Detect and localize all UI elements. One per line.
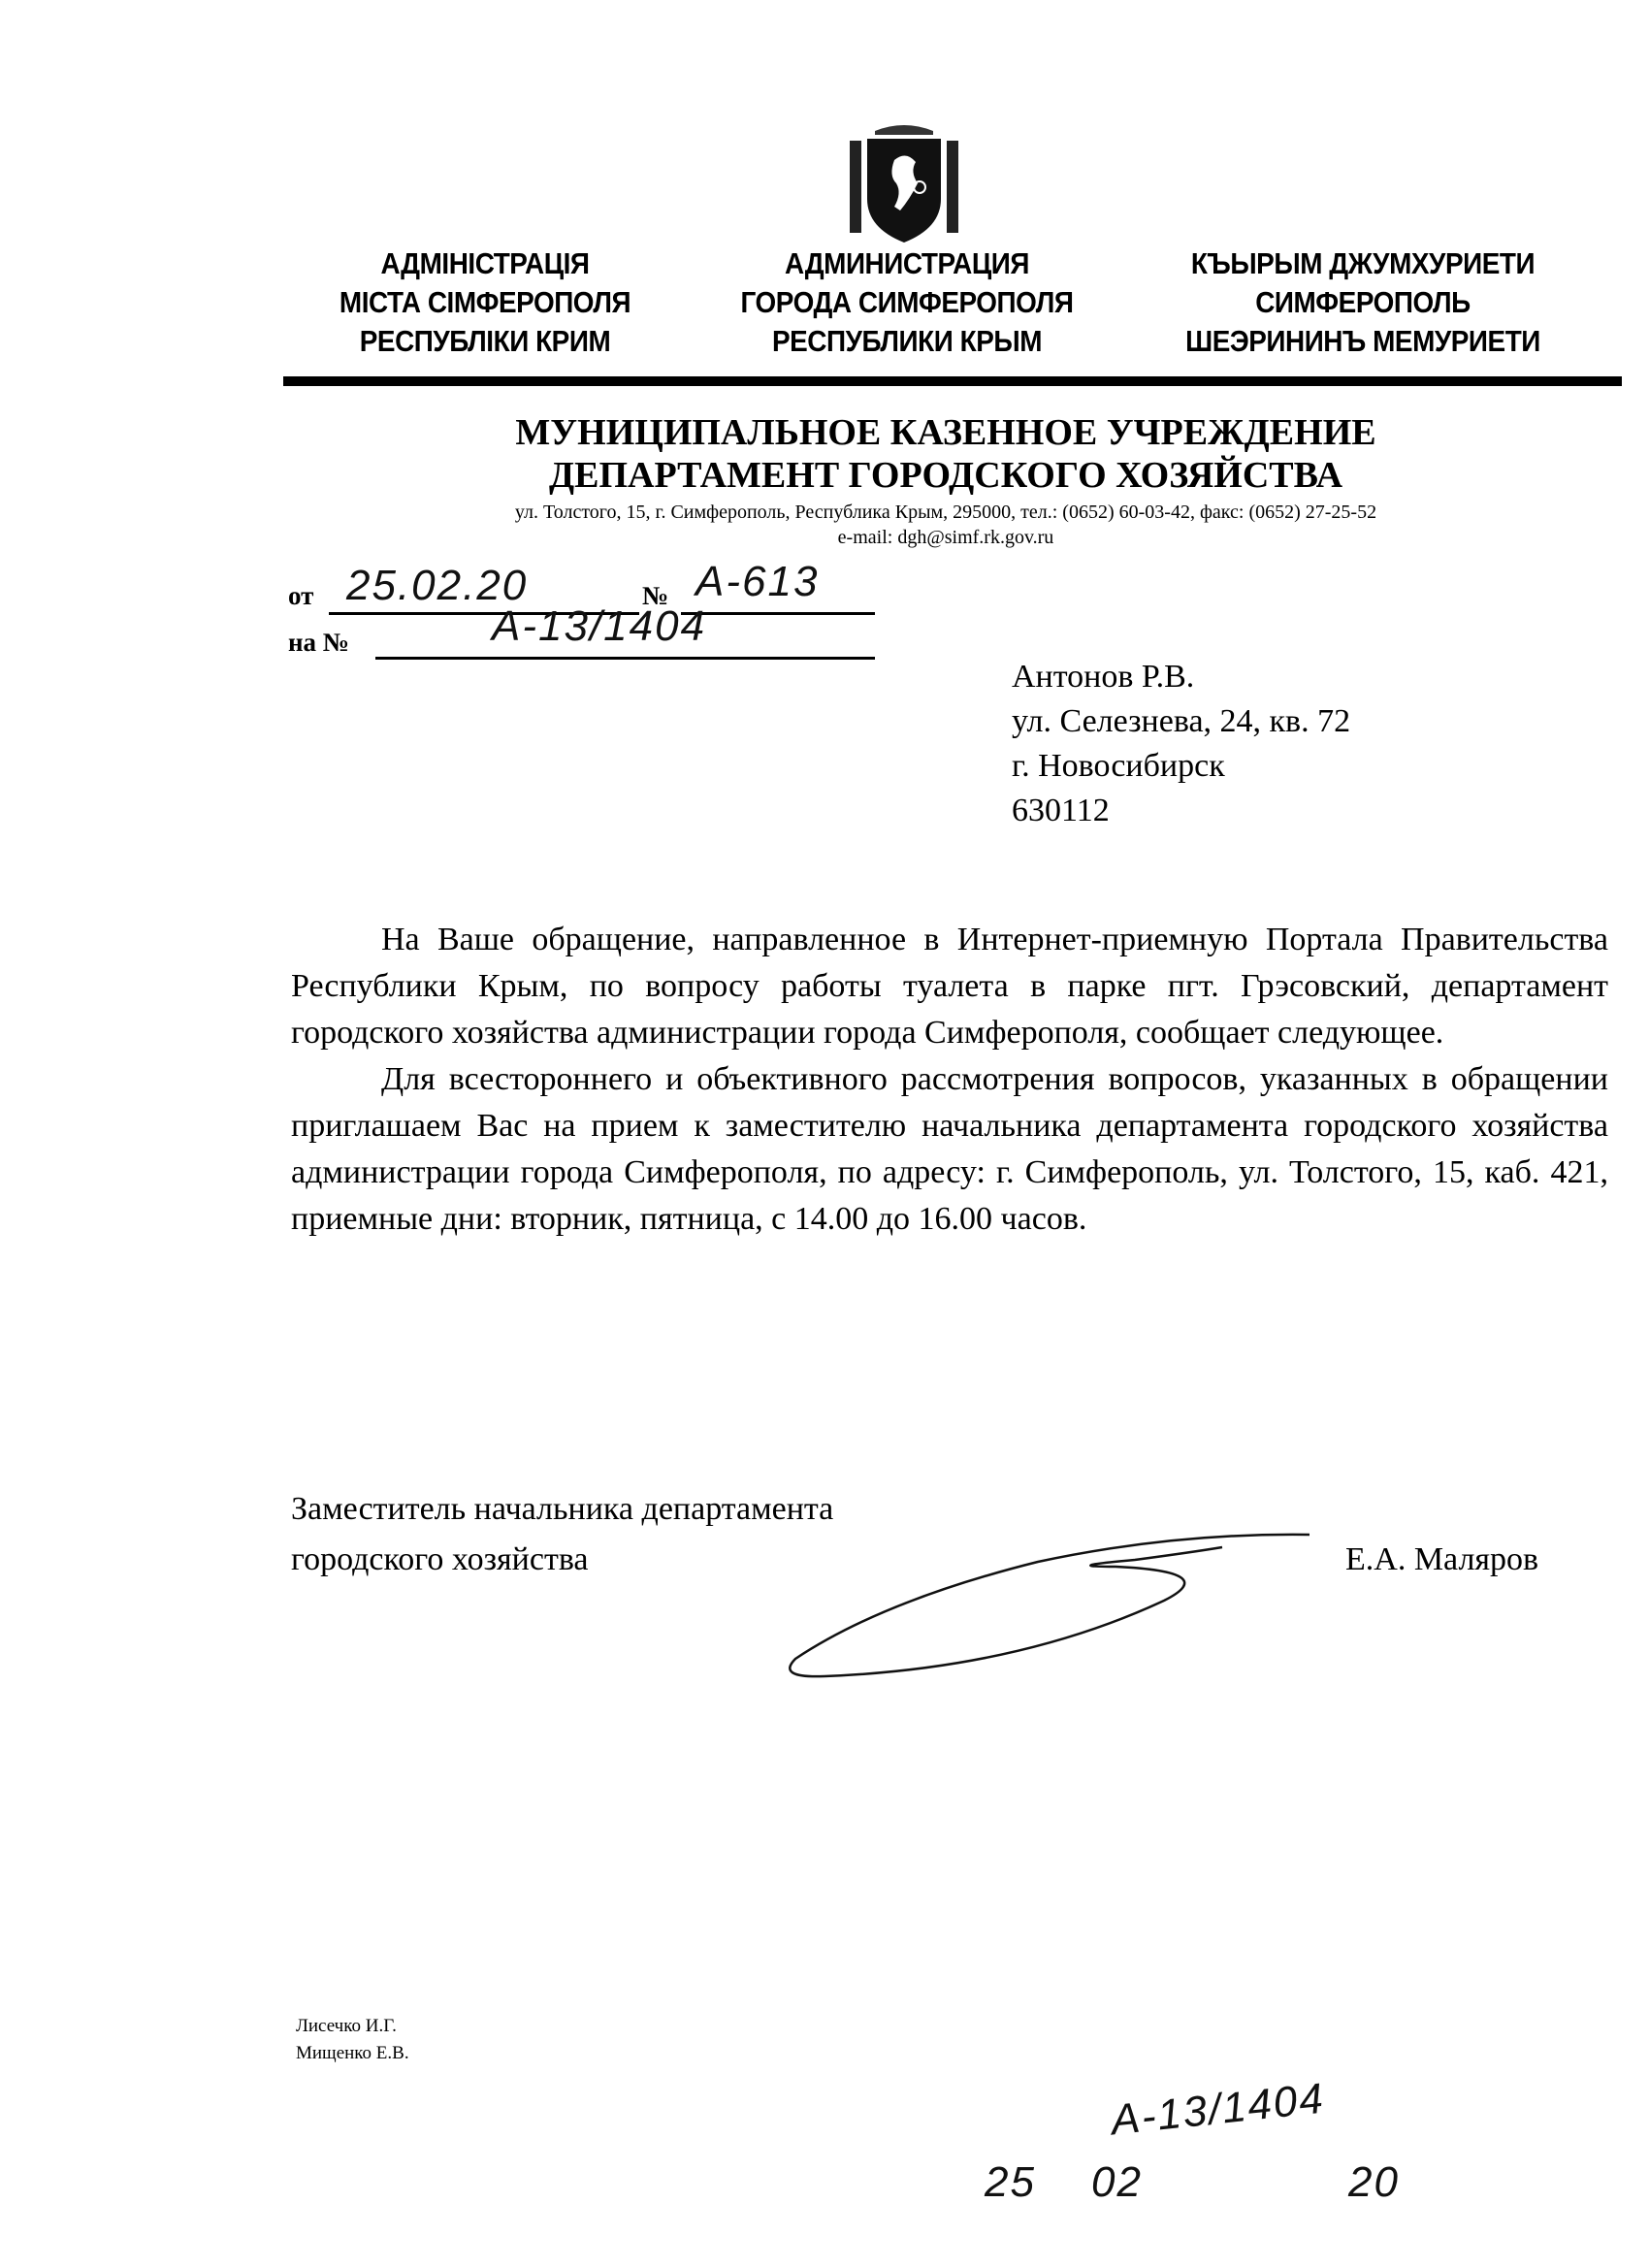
number-label: № bbox=[642, 581, 669, 610]
recipient-city: г. Новосибирск bbox=[1012, 748, 1225, 784]
letterhead-crimean-tatar bbox=[1158, 244, 1568, 361]
institution-address: ул. Толстого, 15, г. Симферополь, Республика Крым, 295000, тел.: (0652) 60-03-42, факс: (0652) 27-25-52 bbox=[514, 502, 1377, 523]
reply-label: на № bbox=[288, 628, 349, 657]
header-line: РЕСПУБЛІКИ КРИМ bbox=[359, 324, 611, 358]
header-line: СИМФЕРОПОЛЬ bbox=[1255, 285, 1471, 319]
header-line: РЕСПУБЛИКИ КРЫМ bbox=[771, 324, 1043, 358]
outgoing-number: А-613 bbox=[695, 558, 820, 605]
executor-name: Мищенко Е.В. bbox=[296, 2043, 409, 2063]
body-paragraph: Для всестороннего и объективного рассмотрения вопросов, указанных в обращении приглашаем Вас на прием к заместителю начальника департамента городского хозяйства администрации города Симферополя, по адресу: г. Симферополь, ул. Толстого, 15, каб. 421, приемные дни: вторник, пятница, с 14.00 до 16.00 часов. bbox=[291, 1061, 1608, 1237]
institution-title-line1: МУНИЦИПАЛЬНОЕ КАЗЕННОЕ УЧРЕЖДЕНИЕ bbox=[515, 412, 1376, 453]
handwritten-signature bbox=[766, 1513, 1329, 1693]
header-line: ШЕЭРИНИНЪ МЕМУРИЕТИ bbox=[1185, 324, 1540, 358]
institution-title-line2: ДЕПАРТАМЕНТ ГОРОДСКОГО ХОЗЯЙСТВА bbox=[548, 455, 1343, 496]
stamp-day: 25 bbox=[985, 2158, 1036, 2206]
recipient-name: Антонов Р.В. bbox=[1012, 659, 1195, 695]
stamp-month: 02 bbox=[1091, 2158, 1143, 2206]
executors bbox=[296, 2013, 409, 2067]
letterhead-russian bbox=[715, 244, 1099, 361]
body-paragraph: На Ваше обращение, направленное в Интернет-приемную Портала Правительства Республики Крым, по вопросу работы туалета в парке пгт. Грэсовский, департамент городского хозяйства администрации города Симферополя, сообщает следующее. bbox=[291, 922, 1608, 1051]
recipient-postcode: 630112 bbox=[1012, 793, 1110, 828]
institution-email: e-mail: dgh@simf.rk.gov.ru bbox=[837, 527, 1054, 548]
executor-name: Лисечко И.Г. bbox=[296, 2016, 397, 2036]
letter-body bbox=[291, 917, 1608, 1243]
position-line: Заместитель начальника департамента bbox=[291, 1491, 834, 1527]
position-line: городского хозяйства bbox=[291, 1541, 589, 1577]
reply-number: А-13/1404 bbox=[492, 602, 707, 650]
header-line: МІСТА СІМФЕРОПОЛЯ bbox=[339, 285, 631, 319]
signatory-name: Е.А. Маляров bbox=[1345, 1541, 1539, 1577]
header-line: АДМИНИСТРАЦИЯ bbox=[785, 246, 1029, 280]
incoming-registration-stamp bbox=[980, 2074, 1406, 2231]
signatory-position bbox=[291, 1484, 833, 1585]
outgoing-date: 25.02.20 bbox=[346, 562, 529, 609]
letterhead-ukrainian bbox=[302, 244, 668, 361]
reply-reference bbox=[288, 602, 880, 664]
stamp-year: 20 bbox=[1348, 2158, 1400, 2206]
coat-of-arms-emblem bbox=[846, 121, 962, 247]
recipient-street: ул. Селезнева, 24, кв. 72 bbox=[1012, 703, 1351, 739]
recipient-block bbox=[1012, 655, 1350, 833]
header-line: КЪЫРЫМ ДЖУМХУРИЕТИ bbox=[1190, 246, 1536, 280]
stamp-number: А-13/1404 bbox=[1108, 2074, 1327, 2145]
header-divider bbox=[283, 376, 1622, 386]
from-label: от bbox=[288, 581, 314, 610]
header-line: АДМІНІСТРАЦІЯ bbox=[380, 246, 590, 280]
header-line: ГОРОДА СИМФЕРОПОЛЯ bbox=[740, 285, 1074, 319]
